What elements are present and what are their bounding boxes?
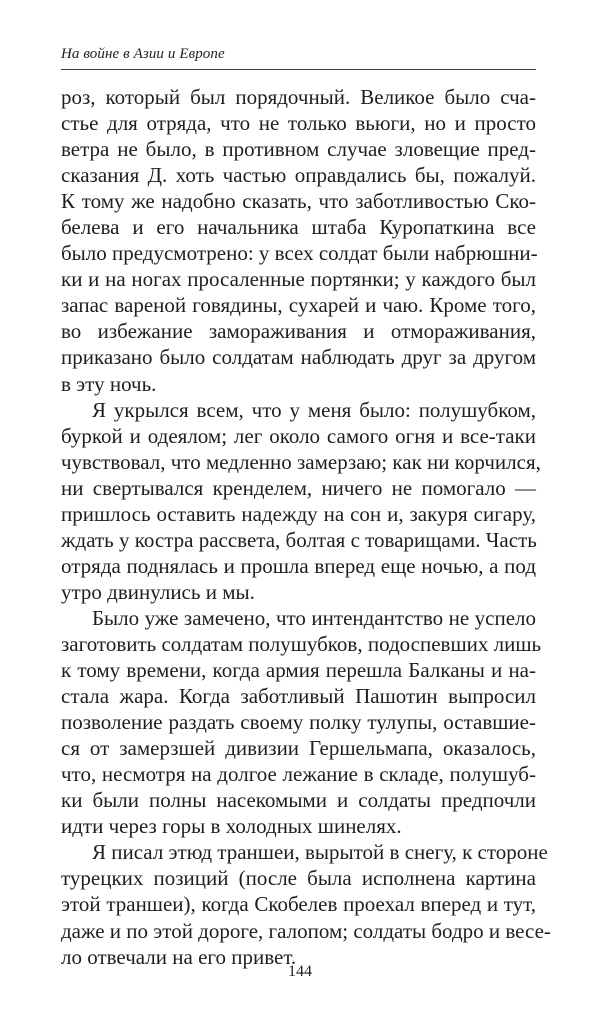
text-line: запас вареной говядины, сухарей и чаю. Кроме того, xyxy=(61,293,536,318)
text-line: к тому времени, когда армия перешла Балканы и на- xyxy=(61,658,536,683)
text-line: приказано было солдатам наблюдать друг за другом xyxy=(61,345,536,370)
text-line: даже и по этой дороге, галопом; солдаты бодро и весе- xyxy=(61,918,551,943)
text-line: заготовить солдатам полушубков, подоспевших лишь xyxy=(61,631,542,656)
text-line: Было уже замечено, что интендантство не успело xyxy=(92,605,536,630)
text-line: ся от замерзшей дивизии Гершельмапа, оказалось, xyxy=(61,736,536,761)
text-line: Я укрылся всем, что у меня было: полушубком, xyxy=(92,397,536,422)
text-line: турецких позиций (после была исполнена картина xyxy=(61,866,536,891)
text-line: стье для отряда, что не только вьюги, но и просто xyxy=(61,111,536,136)
text-line: позволение раздать своему полку тулупы, оставшие- xyxy=(61,710,536,735)
body-text xyxy=(61,84,551,970)
text-line: сказания Д. хоть частью оправдались бы, пожалуй. xyxy=(61,163,536,188)
text-line: белева и его начальника штаба Куропаткина все xyxy=(61,215,536,240)
text-line: ни свертывался кренделем, ничего не помогало — xyxy=(61,475,536,500)
text-line: пришлось оставить надежду на сон и, закуря сигару, xyxy=(61,501,536,526)
text-line: ки и на ногах просаленные портянки; у каждого был xyxy=(61,267,536,292)
text-line: ки были полны насекомыми и солдаты предпочли xyxy=(61,788,536,813)
text-line: во избежание замораживания и отмораживания, xyxy=(61,319,536,344)
text-line: ждать у костра рассвета, болтая с товарищами. Часть xyxy=(61,527,537,552)
text-line: ветра не было, в противном случае зловещие пред- xyxy=(61,137,536,162)
text-line: ло отвечали на его привет. xyxy=(61,944,297,969)
text-line: буркой и одеялом; лег около самого огня и все-таки xyxy=(61,423,536,448)
text-line: отряда поднялась и прошла вперед еще ночью, а под xyxy=(61,553,536,578)
text-line: что, несмотря на долгое лежание в складе, полушуб- xyxy=(61,762,536,787)
running-head: На войне в Азии и Европе xyxy=(61,46,225,62)
text-line: роз, который был порядочный. Великое было сча- xyxy=(61,85,536,109)
text-line: этой траншеи), когда Скобелев проехал вперед и тут, xyxy=(61,892,536,917)
text-line: К тому же надобно сказать, что заботливостью Ско- xyxy=(61,189,536,214)
header-rule xyxy=(61,69,536,70)
page-number: 144 xyxy=(288,963,312,980)
text-line: было предусмотрено: у всех солдат были набрюшни- xyxy=(61,241,538,266)
text-line: в эту ночь. xyxy=(61,371,157,396)
text-line: Я писал этюд траншеи, вырытой в снегу, к стороне xyxy=(92,840,548,865)
text-line: стала жара. Когда заботливый Пашотин выпросил xyxy=(61,684,536,709)
text-line: чувствовал, что медленно замерзаю; как ни корчился, xyxy=(61,449,541,474)
text-line: утро двинулись и мы. xyxy=(61,579,255,604)
text-line: идти через горы в холодных шинелях. xyxy=(61,814,402,839)
